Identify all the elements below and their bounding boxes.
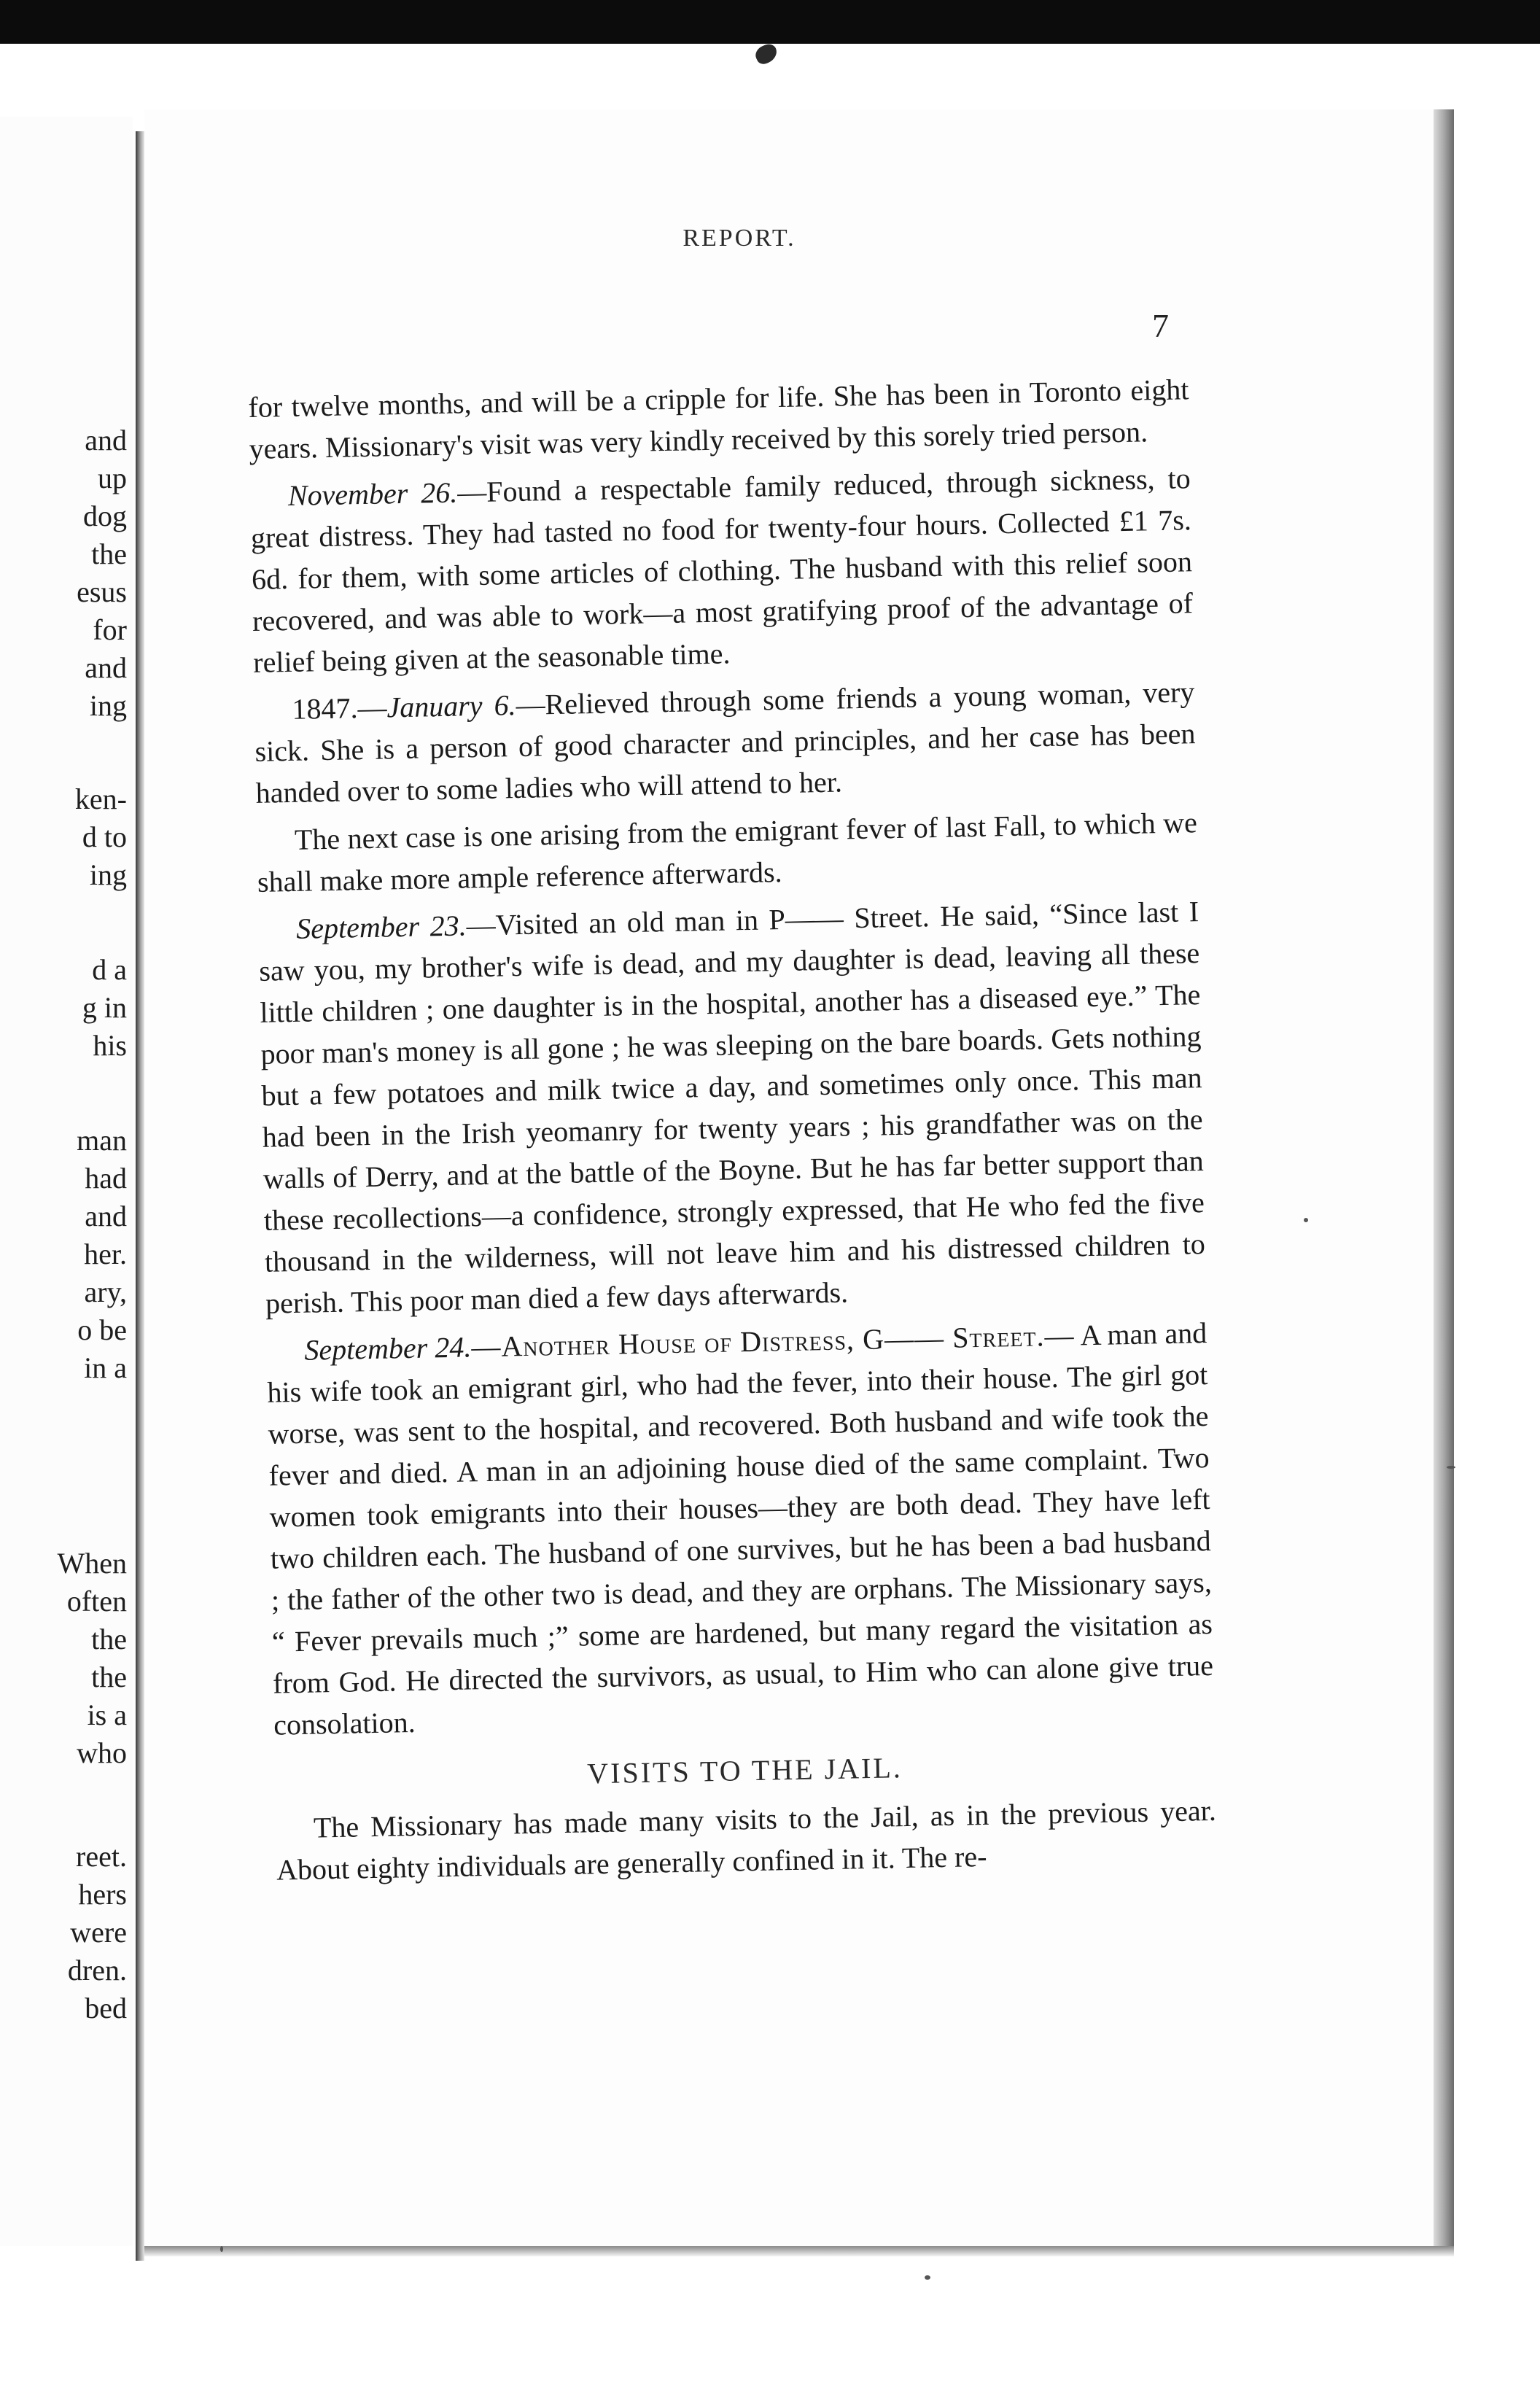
margin-word: her. — [84, 1238, 127, 1270]
margin-word: ken- — [74, 783, 127, 815]
margin-word: hers — [78, 1878, 127, 1911]
margin-word: were — [70, 1916, 127, 1949]
margin-word: in a — [84, 1351, 127, 1384]
margin-word: ing — [89, 858, 127, 891]
margin-word: is a — [87, 1698, 127, 1731]
margin-word: up — [98, 462, 127, 494]
margin-word: the — [91, 1661, 127, 1693]
diary-entry-january-6 — [254, 671, 1197, 814]
paragraph-emigrant-fever: The next case is one arising from the emigrant fever of last Fall, to which we shall make more ample reference afterwards. — [257, 806, 1198, 898]
margin-word: g in — [82, 991, 127, 1024]
margin-word: d to — [82, 820, 127, 853]
margin-word: dog — [83, 500, 127, 532]
margin-word: his — [93, 1029, 127, 1062]
scan-border-top — [0, 0, 1540, 44]
margin-word: and — [85, 424, 127, 457]
diary-entry-september-23 — [258, 890, 1207, 1324]
entry-text: A man and his wife took an emigrant girl, who had the fever, into their house. The girl got worse, was sent to the hospital, and recovered. Both husband and wife took the fever and died. A man in an adjoining house died of the same complaint. Two women took emigrants into their houses—they are both dead. They have left two children each. The husband of one survives, but he has been a bad husband ; the father of the other two is dead, and they are orphans. The Missionary says, “ Fever prevails much ;” some are hardened, but many regard the visitation as from God. He directed the survivors, as usual, to Him who can alone give true consolation. — [267, 1316, 1214, 1741]
entry-text: —Relieved through some friends a young woman, very sick. She is a person of good character and principles, and her case has been handed over to some ladies who will attend to her. — [254, 675, 1196, 809]
margin-word: bed — [85, 1992, 127, 2024]
margin-word: d a — [92, 953, 127, 986]
margin-word: o be — [77, 1313, 127, 1346]
paragraph-continuation: for twelve months, and will be a cripple for life. She has been in Toronto eight years. Missionary's visit was very kindly received by this sorely tried person. — [248, 373, 1189, 465]
diary-entry-september-24 — [266, 1312, 1215, 1746]
dust-speck — [220, 2246, 223, 2252]
dust-speck — [925, 2275, 930, 2280]
margin-word: and — [85, 651, 127, 684]
entry-date: January 6. — [386, 688, 516, 724]
margin-word: who — [77, 1736, 127, 1769]
margin-word: dren. — [67, 1954, 127, 1987]
margin-word: man — [77, 1124, 127, 1157]
dust-speck — [1304, 1218, 1308, 1222]
entry-date: September 23. — [295, 909, 467, 945]
margin-word: the — [91, 537, 127, 570]
entry-caption: —Another House of Distress, G—— Street.— — [470, 1319, 1075, 1364]
section-heading: VISITS TO THE JAIL. — [586, 1751, 903, 1790]
paragraph-jail-visits: The Missionary has made many visits to the Jail, as in the previous year. About eighty individuals are generally confined in it. The re- — [276, 1793, 1217, 1887]
margin-word: had — [85, 1162, 127, 1195]
margin-word: and — [85, 1200, 127, 1232]
facing-page-fragment — [0, 117, 133, 2246]
margin-word: When — [57, 1547, 127, 1580]
ink-blot — [752, 42, 779, 66]
page-edge — [1434, 109, 1454, 2246]
book-gutter — [136, 131, 144, 2261]
entry-date: November 26. — [287, 475, 458, 512]
page-bottom-shadow — [144, 2246, 1454, 2256]
entry-year: 1847.— — [292, 691, 387, 726]
entry-date: September 24. — [303, 1330, 472, 1367]
entry-text: —Visited an old man in P—— Street. He said, “Since last I saw you, my brother's wife is dead, and my daughter is dead, leaving all these little children ; one daughter is in the hospital, another has a diseased eye.” The poor man's money is all gone ; he was sleeping on the bare boards. Gets nothing but a few potatoes and milk twice a day, and sometimes only once. This man had been in the Irish yeomanry for twenty years ; his grandfather was on the walls of Derry, and at the battle of the Boyne. But he has far better support than these recollections—a confidence, strongly expressed, that He who fed the five thousand in the wilderness, will not leave him and his distressed children to perish. This poor man died a few days afterwards. — [258, 895, 1206, 1320]
entry-text: —Found a respectable family reduced, through sickness, to great distress. They had tasted no food for twenty-four hours. Collected £1 7s. 6d. for them, with some articles of clothing. The husband with this relief soon recovered, and was able to work—a most gratifying proof of the advantage of relief being given at the seasonable time. — [250, 462, 1194, 679]
margin-word: the — [91, 1623, 127, 1655]
margin-word: esus — [77, 575, 127, 608]
page-number: 7 — [1152, 307, 1169, 344]
dust-speck — [1447, 1466, 1455, 1469]
margin-word: for — [93, 613, 127, 646]
margin-word: ing — [89, 689, 127, 722]
running-head: REPORT. — [682, 225, 796, 252]
margin-word: often — [66, 1585, 127, 1618]
margin-word: reet. — [76, 1840, 127, 1873]
diary-entry-november-26 — [249, 457, 1194, 683]
page-body — [248, 368, 1217, 1890]
margin-word: ary, — [84, 1275, 127, 1308]
